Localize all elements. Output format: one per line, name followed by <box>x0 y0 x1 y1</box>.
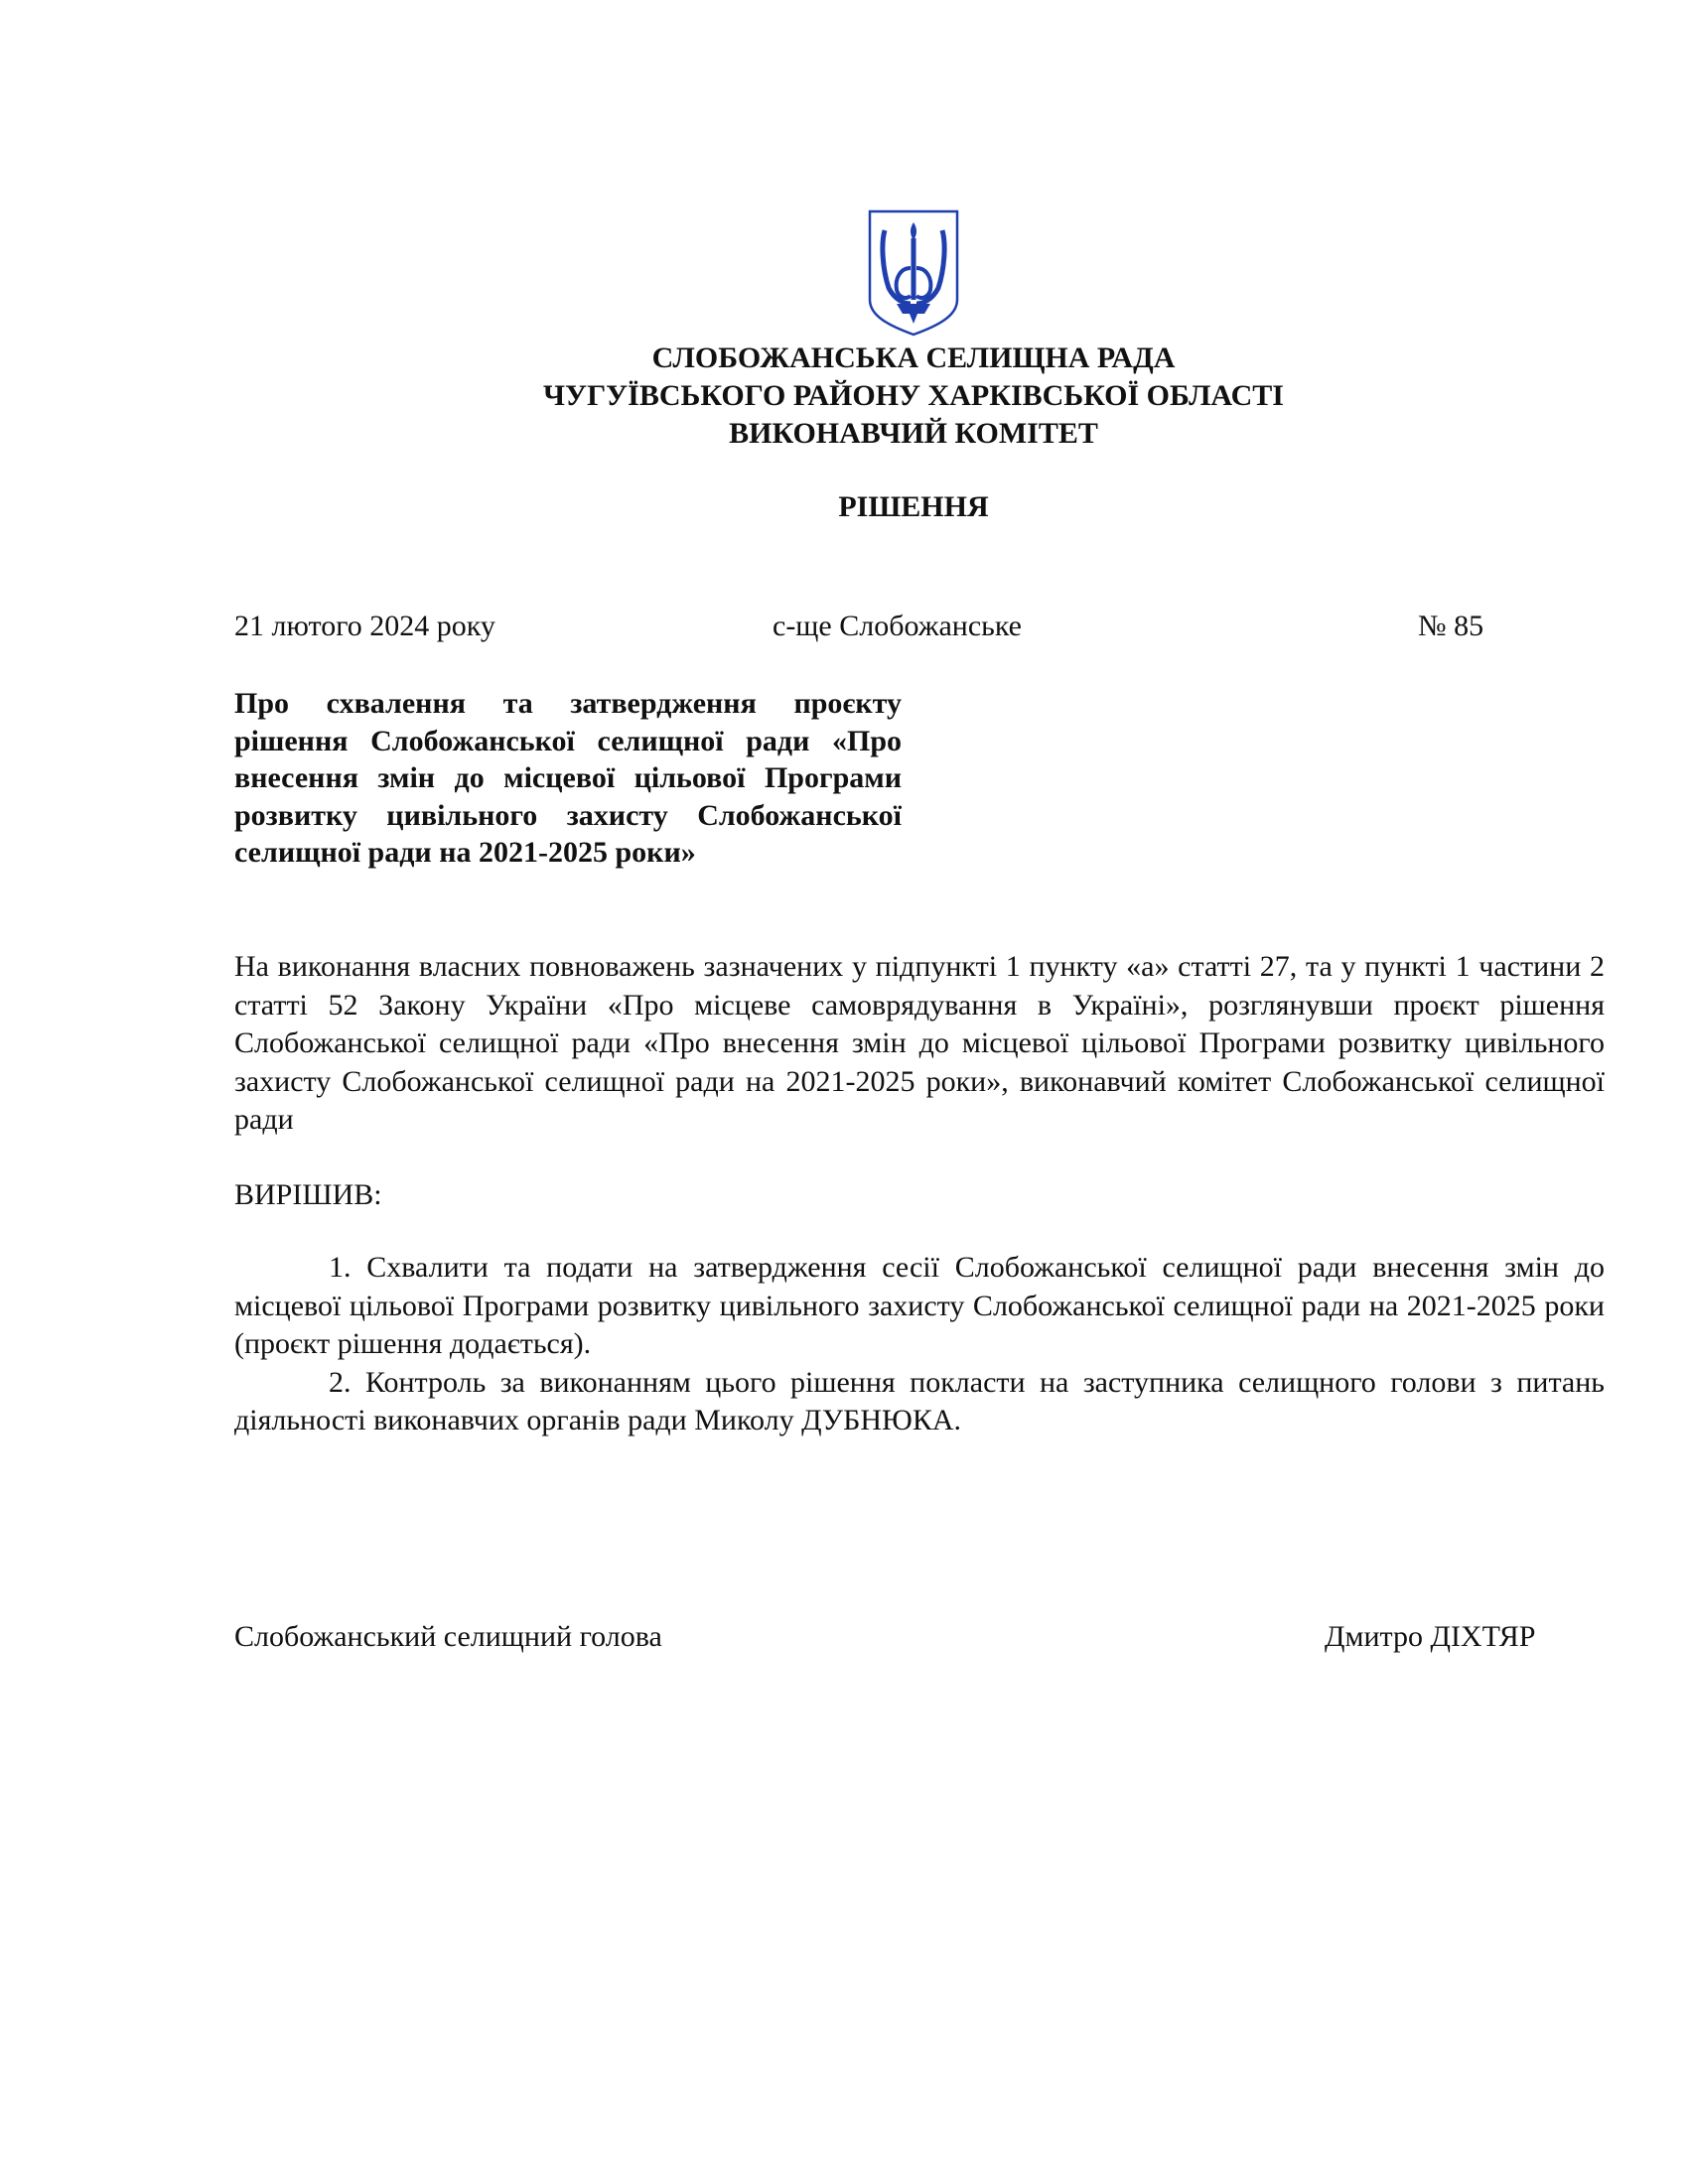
header-block <box>0 340 1688 453</box>
preamble-paragraph: На виконання власних повноважень зазначених у підпункті 1 пункту «а» статті 27, та у пункті 1 частини 2 статті 52 Закону України «Про місцеве самоврядування в Україні», розглянувши проєкт рішення Слобожанської селищної ради «Про внесення змін до місцевої цільової Програми розвитку цивільного захисту Слобожанської селищної ради на 2021-2025 роки», виконавчий комітет Слобожанської селищної ради <box>234 950 1605 1136</box>
coat-of-arms-emblem <box>867 208 960 338</box>
document-number: № 85 <box>1418 610 1484 642</box>
document-place: с-ще Слобожанське <box>773 610 1022 642</box>
resolved-label: ВИРІШИВ: <box>234 1178 382 1211</box>
resolution-point-1: 1. Схвалити та подати на затвердження сесії Слобожанської селищної ради внесення змін до місцевої цільової Програми розвитку цивільного захисту Слобожанської селищної ради на 2021-2025 роки (проєкт рішення додається). <box>234 1251 1605 1360</box>
signatory-position: Слобожанський селищний голова <box>234 1620 662 1653</box>
resolution-point-2: 2. Контроль за виконанням цього рішення покласти на заступника селищного голови з питань діяльності виконавчих органів ради Миколу ДУБНЮКА. <box>234 1365 1605 1436</box>
trident-icon <box>867 208 960 338</box>
document-date: 21 лютого 2024 року <box>234 610 495 642</box>
header-line-district: ЧУГУЇВСЬКОГО РАЙОНУ ХАРКІВСЬКОЇ ОБЛАСТІ <box>543 379 1284 412</box>
signatory-name: Дмитро ДІХТЯР <box>1325 1620 1536 1653</box>
document-type-title: РІШЕННЯ <box>838 490 989 523</box>
header-line-council: СЛОБОЖАНСЬКА СЕЛИЩНА РАДА <box>651 341 1176 374</box>
resolution-points <box>234 1249 1605 1440</box>
header-line-committee: ВИКОНАВЧИЙ КОМІТЕТ <box>729 417 1098 450</box>
decision-subject: Про схвалення та затвердження проєкту рішення Слобожанської селищної ради «Про внесення змін до місцевої цільової Програми розвитку цивільного захисту Слобожанської селищної ради на 2021-2025 роки» <box>234 687 902 869</box>
